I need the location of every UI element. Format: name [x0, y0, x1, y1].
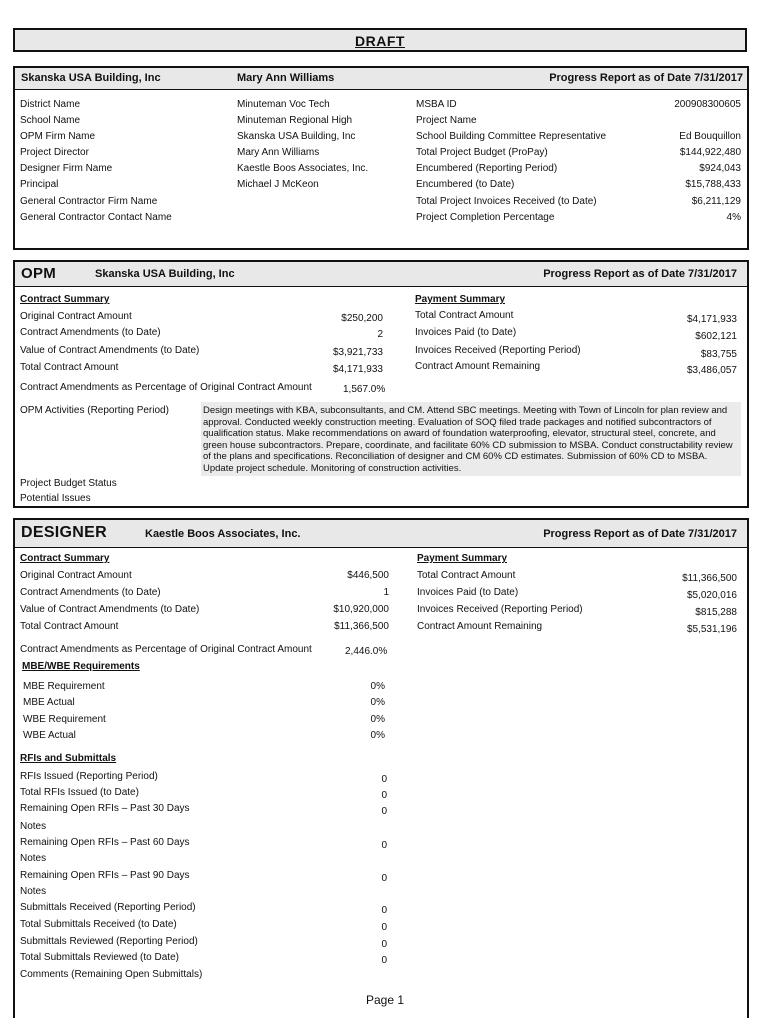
designer-firm: Kaestle Boos Associates, Inc. — [145, 528, 301, 540]
project-info-value: $924,043 — [699, 163, 741, 174]
opm-payment-value: $4,171,933 — [686, 314, 737, 325]
opm-header — [15, 262, 747, 287]
opm-contract-value: $250,200 — [341, 313, 383, 324]
rfi-value: 0 — [381, 955, 387, 966]
designer-payment-value: $11,366,500 — [682, 573, 737, 584]
opm-box — [13, 260, 749, 508]
rfi-label: Notes — [20, 821, 47, 832]
mbe-label: MBE Requirement — [23, 681, 105, 692]
project-info-label: Project Completion Percentage — [416, 212, 555, 223]
designer-contract-summary-title: Contract Summary — [20, 553, 110, 564]
header-director: Mary Ann Williams — [237, 72, 335, 84]
designer-payment-label: Invoices Paid (to Date) — [417, 587, 519, 598]
project-info-box — [13, 66, 749, 250]
project-info-label: Designer Firm Name — [20, 163, 113, 174]
header-report-date: Progress Report as of Date 7/31/2017 — [549, 72, 743, 84]
project-info-value: Minuteman Regional High — [237, 115, 353, 126]
project-info-label: Principal — [20, 179, 59, 190]
opm-payment-label: Invoices Paid (to Date) — [415, 327, 517, 338]
rfi-value: 0 — [381, 905, 387, 916]
project-info-value: 200908300605 — [674, 99, 741, 110]
opm-payment-label: Invoices Received (Reporting Period) — [415, 345, 581, 356]
project-info-label: OPM Firm Name — [20, 131, 95, 142]
opm-payment-label: Total Contract Amount — [415, 310, 514, 321]
designer-contract-label: Contract Amendments (to Date) — [20, 587, 161, 598]
project-info-label: Total Project Invoices Received (to Date) — [416, 196, 597, 207]
designer-pct-value: 2,446.0% — [345, 646, 388, 657]
designer-contract-label: Original Contract Amount — [20, 570, 132, 581]
opm-tag: OPM — [21, 265, 57, 282]
designer-payment-summary-title: Payment Summary — [417, 553, 508, 564]
page-number: Page 1 — [365, 993, 405, 1007]
opm-contract-label: Total Contract Amount — [20, 362, 119, 373]
rfi-value: 0 — [381, 840, 387, 851]
designer-box — [13, 518, 749, 1018]
opm-contract-label: Value of Contract Amendments (to Date) — [20, 345, 200, 356]
project-info-value: $6,211,129 — [691, 196, 741, 207]
opm-payment-value: $3,486,057 — [686, 365, 737, 376]
rfi-value: 0 — [381, 774, 387, 785]
designer-payment-value: $815,288 — [695, 607, 737, 618]
opm-payment-value: $83,755 — [700, 349, 737, 360]
project-info-label: Project Director — [20, 147, 89, 158]
project-info-value: $15,788,433 — [685, 179, 741, 190]
opm-potential-issues-label: Potential Issues — [20, 493, 91, 504]
opm-contract-value: 2 — [377, 329, 383, 340]
rfi-value: 0 — [381, 806, 387, 817]
project-info-label: District Name — [20, 99, 81, 110]
mbe-value: 0% — [370, 730, 385, 741]
rfi-value: 0 — [381, 790, 387, 801]
opm-pct-value: 1,567.0% — [343, 384, 386, 395]
opm-pct-label: Contract Amendments as Percentage of Original Contract Amount — [20, 382, 312, 393]
designer-payment-label: Total Contract Amount — [417, 570, 516, 581]
project-info-value: $144,922,480 — [679, 147, 741, 158]
project-info-value: Ed Bouquillon — [679, 131, 741, 142]
opm-contract-label: Contract Amendments (to Date) — [20, 327, 161, 338]
project-info-header — [15, 68, 747, 90]
rfi-label: Remaining Open RFIs – Past 90 Days — [20, 870, 190, 881]
draft-banner — [13, 28, 747, 52]
opm-report-date: Progress Report as of Date 7/31/2017 — [543, 268, 737, 280]
designer-header — [15, 520, 747, 548]
opm-contract-value: $3,921,733 — [332, 347, 383, 358]
rfi-label: Submittals Received (Reporting Period) — [20, 902, 196, 913]
rfi-label: Total RFIs Issued (to Date) — [20, 787, 139, 798]
opm-payment-label: Contract Amount Remaining — [415, 361, 541, 372]
designer-contract-label: Total Contract Amount — [20, 621, 119, 632]
designer-pct-label: Contract Amendments as Percentage of Original Contract Amount — [20, 644, 312, 655]
rfi-value: 0 — [381, 922, 387, 933]
opm-contract-label: Original Contract Amount — [20, 311, 132, 322]
project-info-value: Minuteman Voc Tech — [237, 99, 330, 110]
designer-contract-label: Value of Contract Amendments (to Date) — [20, 604, 200, 615]
project-info-value: Mary Ann Williams — [237, 147, 320, 158]
rfi-value: 0 — [381, 939, 387, 950]
opm-firm: Skanska USA Building, Inc — [95, 268, 235, 280]
designer-report-date: Progress Report as of Date 7/31/2017 — [543, 528, 737, 540]
mbe-label: WBE Requirement — [23, 714, 106, 725]
project-info-label: Total Project Budget (ProPay) — [416, 147, 548, 158]
rfi-title: RFIs and Submittals — [20, 753, 117, 764]
opm-payment-value: $602,121 — [695, 331, 737, 342]
designer-payment-label: Invoices Received (Reporting Period) — [417, 604, 583, 615]
project-info-value: Kaestle Boos Associates, Inc. — [237, 163, 369, 174]
project-info-value: 4% — [726, 212, 741, 223]
mbe-value: 0% — [370, 697, 385, 708]
mbe-label: MBE Actual — [23, 697, 75, 708]
project-info-label: School Building Committee Representative — [416, 131, 607, 142]
mbe-title: MBE/WBE Requirements — [22, 661, 140, 672]
project-info-label: General Contractor Firm Name — [20, 196, 158, 207]
project-info-label: School Name — [20, 115, 81, 126]
designer-payment-value: $5,020,016 — [686, 590, 737, 601]
rfi-label: Notes — [20, 886, 47, 897]
project-info-label: Encumbered (Reporting Period) — [416, 163, 558, 174]
rfi-label: Remaining Open RFIs – Past 60 Days — [20, 837, 190, 848]
opm-activities-text: Design meetings with KBA, subconsultants, and CM. Attend SBC meetings. Meeting with Town of Lincoln for plan review and approval. Conducted weekly construction meeting. Evaluation of SOQ filed trade packages and notified subcontractors of qualification status. Make recommendations on award of foundation waterproofing, elevator, structural steel, concrete, and green house subcontractors. Prepare, coordinate, and facilitate 60% CD submission to MSBA. Conduct constructability review of the plans and specifications. Reconciliation of designer and CM 60% CD estimates. Submission of 60% CD to MSBA. Update project schedule. Monitoring of construction activities. — [203, 405, 733, 474]
designer-payment-value: $5,531,196 — [686, 624, 737, 635]
designer-payment-label: Contract Amount Remaining — [417, 621, 543, 632]
draft-title: DRAFT — [355, 33, 405, 49]
rfi-value: 0 — [381, 873, 387, 884]
header-company: Skanska USA Building, Inc — [21, 72, 161, 84]
opm-contract-summary-title: Contract Summary — [20, 294, 110, 305]
rfi-label: Submittals Reviewed (Reporting Period) — [20, 936, 198, 947]
rfi-label: Total Submittals Received (to Date) — [20, 919, 177, 930]
project-info-label: Project Name — [416, 115, 477, 126]
opm-contract-value: $4,171,933 — [332, 364, 383, 375]
designer-contract-value: 1 — [383, 587, 389, 598]
rfi-label: Total Submittals Reviewed (to Date) — [20, 952, 179, 963]
opm-activities-label: OPM Activities (Reporting Period) — [20, 405, 169, 416]
opm-payment-summary-title: Payment Summary — [415, 294, 506, 305]
project-info-label: MSBA ID — [416, 99, 457, 110]
designer-contract-value: $11,366,500 — [334, 621, 389, 632]
designer-contract-value: $446,500 — [347, 570, 389, 581]
mbe-value: 0% — [370, 714, 385, 725]
mbe-value: 0% — [370, 681, 385, 692]
rfi-label: Comments (Remaining Open Submittals) — [20, 969, 203, 980]
rfi-label: Remaining Open RFIs – Past 30 Days — [20, 803, 190, 814]
project-info-value: Skanska USA Building, Inc — [237, 131, 356, 142]
designer-contract-value: $10,920,000 — [333, 604, 389, 615]
project-info-label: General Contractor Contact Name — [20, 212, 172, 223]
designer-tag: DESIGNER — [21, 524, 107, 541]
project-info-value: Michael J McKeon — [237, 179, 319, 190]
rfi-label: Notes — [20, 853, 47, 864]
project-info-label: Encumbered (to Date) — [416, 179, 515, 190]
rfi-label: RFIs Issued (Reporting Period) — [20, 771, 158, 782]
opm-budget-status-label: Project Budget Status — [20, 478, 117, 489]
mbe-label: WBE Actual — [23, 730, 76, 741]
